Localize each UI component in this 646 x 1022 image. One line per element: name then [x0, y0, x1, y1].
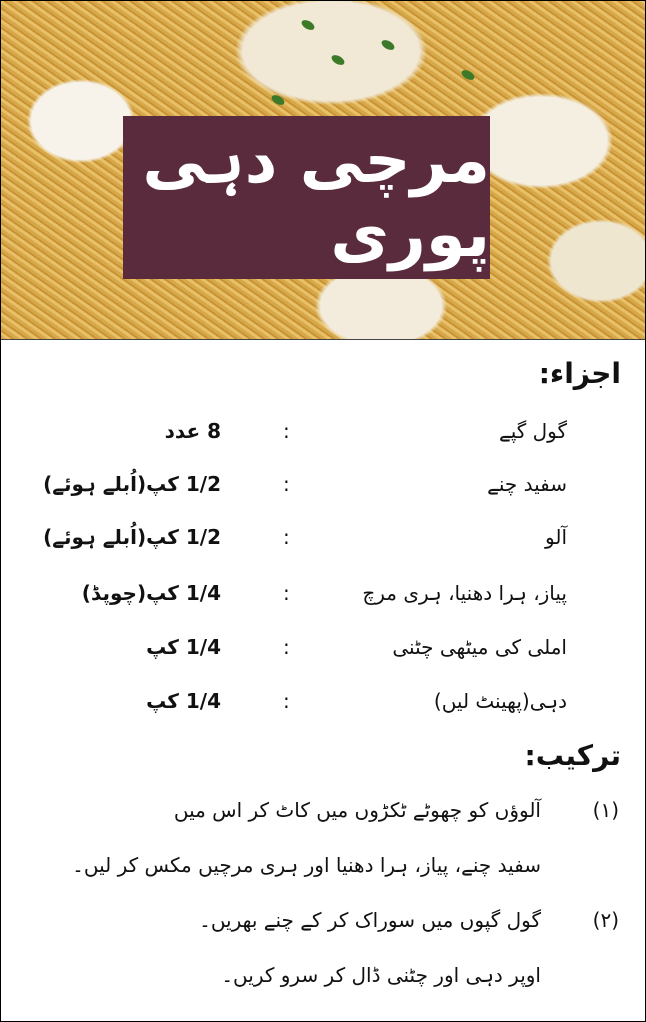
- step-text: گول گپوں میں سوراک کر کے چنے بھریں۔: [199, 908, 541, 932]
- ingredient-quantity: 1/2 کپ(اُبلے ہوئے): [43, 525, 221, 549]
- ingredient-colon: :: [283, 419, 290, 443]
- recipe-title: مرچی دہی پوری: [142, 124, 490, 272]
- ingredients-heading: اجزاء:: [538, 357, 621, 390]
- ingredient-quantity: 1/4 کپ: [146, 635, 221, 659]
- ingredient-row: [1, 635, 645, 675]
- ingredient-name: دہی(پھینٹ لیں): [433, 689, 567, 713]
- ingredient-colon: :: [283, 472, 290, 496]
- ingredient-colon: :: [283, 581, 290, 605]
- ingredient-quantity: 1/4 کپ: [146, 689, 221, 713]
- step-text: سفید چنے، پیاز، ہرا دھنیا اور ہری مرچیں مکس کر لیں۔: [72, 853, 541, 877]
- ingredient-name: پیاز، ہرا دھنیا، ہری مرچ: [362, 581, 567, 605]
- step-number: (۲): [592, 908, 619, 932]
- ingredient-row: [1, 689, 645, 729]
- method-heading: ترکیب:: [524, 739, 621, 772]
- ingredient-name: آلو: [545, 525, 567, 549]
- ingredient-name: گول گپے: [498, 419, 567, 443]
- ingredient-row: [1, 525, 645, 565]
- ingredient-name: سفید چنے: [487, 472, 567, 496]
- herb-garnish: [330, 53, 346, 67]
- step-text: آلوؤں کو چھوٹے ٹکڑوں میں کاٹ کر اس میں: [173, 798, 541, 822]
- title-banner: [123, 116, 490, 279]
- ingredient-quantity: 1/4 کپ(چوپڈ): [81, 581, 221, 605]
- ingredient-colon: :: [283, 525, 290, 549]
- ingredient-row: [1, 472, 645, 512]
- ingredient-colon: :: [283, 635, 290, 659]
- ingredient-quantity: 8 عدد: [164, 419, 221, 443]
- herb-garnish: [270, 93, 286, 107]
- herb-garnish: [300, 18, 316, 32]
- ingredient-colon: :: [283, 689, 290, 713]
- ingredient-row: [1, 581, 645, 621]
- ingredient-quantity: 1/2 کپ(اُبلے ہوئے): [43, 472, 221, 496]
- ingredient-row: [1, 419, 645, 459]
- dish-photo: [1, 1, 645, 340]
- step-text: اوپر دہی اور چٹنی ڈال کر سرو کریں۔: [221, 963, 541, 987]
- herb-garnish: [380, 38, 396, 52]
- herb-garnish: [460, 68, 476, 82]
- step-number: (۱): [592, 798, 619, 822]
- ingredient-name: املی کی میٹھی چٹنی: [392, 635, 567, 659]
